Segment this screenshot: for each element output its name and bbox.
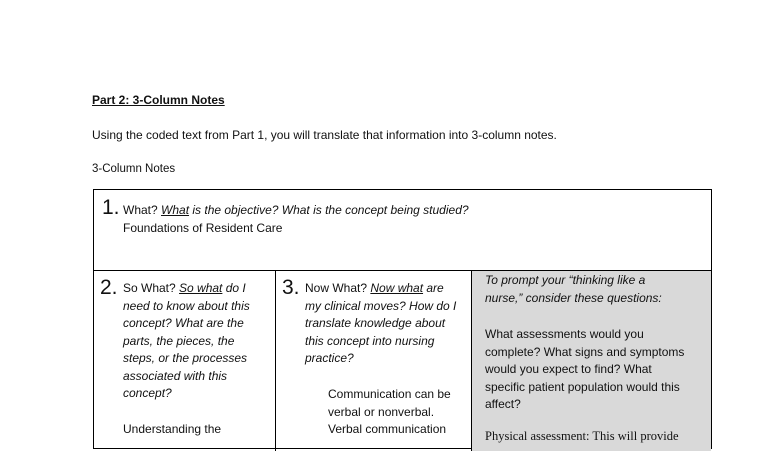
now-what-underlined: Now what	[370, 281, 424, 295]
so-what-line: steps, or the processes	[123, 351, 248, 365]
what-question	[123, 202, 469, 219]
so-what-question	[123, 280, 250, 403]
so-what-line: parts, the pieces, the	[123, 333, 235, 348]
so-what-underlined: So what	[179, 281, 223, 295]
so-what-answer: Understanding the	[123, 422, 222, 436]
col-so-what	[94, 271, 276, 451]
what-answer: Foundations of Resident Care	[123, 221, 283, 235]
row-number-3: 3.	[282, 276, 300, 299]
prompt-question-line: complete? What signs and symptoms	[485, 344, 685, 359]
row-number-1: 1.	[102, 196, 120, 219]
prompt-question-line: specific patient population would this	[485, 379, 680, 394]
now-what-line: this concept into nursing	[305, 333, 435, 348]
prompt-question-line: affect?	[485, 397, 521, 411]
prompt-line: To prompt your “thinking like a	[485, 273, 646, 287]
now-what-answer	[328, 386, 451, 439]
section-label: 3-Column Notes	[92, 163, 176, 175]
now-what-line: translate knowledge about	[305, 316, 446, 330]
so-what-line: need to know about this	[123, 298, 250, 313]
so-what-line: concept? What are the	[123, 316, 244, 330]
prompt-question-line: What assessments would you	[485, 327, 644, 341]
row-number-2: 2.	[100, 276, 118, 299]
so-what-prefix: So What?	[123, 281, 180, 295]
now-what-answer-line: verbal or nonverbal.	[328, 404, 435, 419]
prompt-answer: Physical assessment: This will provide	[485, 429, 679, 443]
now-what-line: my clinical moves? How do I	[305, 298, 457, 313]
now-what-line: practice?	[305, 351, 354, 365]
row-columns	[94, 271, 711, 451]
part-title: Part 2: 3-Column Notes	[92, 93, 225, 107]
prompt-question-line: would you expect to find? What	[485, 362, 652, 376]
prompt-questions	[485, 326, 684, 414]
intro-text: Using the coded text from Part 1, you will translate that information into 3-column notes.	[92, 128, 557, 142]
now-what-prefix: Now What?	[305, 281, 371, 295]
col-prompt	[472, 271, 711, 451]
so-what-line: associated with this	[123, 368, 228, 383]
row-what	[94, 190, 711, 271]
col-now-what	[276, 271, 472, 451]
so-what-line: concept?	[123, 386, 172, 400]
now-what-answer-line: Communication can be	[328, 387, 451, 401]
now-what-rest: are	[423, 281, 444, 295]
prompt-intro	[485, 272, 662, 307]
what-prefix: What?	[123, 203, 162, 217]
now-what-answer-line: Verbal communication	[328, 422, 447, 436]
prompt-line: nurse,” consider these questions:	[485, 290, 662, 305]
what-rest: is the objective? What is the concept being studied?	[189, 203, 469, 217]
what-underlined: What	[161, 203, 190, 217]
so-what-rest: do I	[222, 281, 246, 295]
notes-table	[93, 189, 712, 449]
now-what-question	[305, 280, 456, 368]
